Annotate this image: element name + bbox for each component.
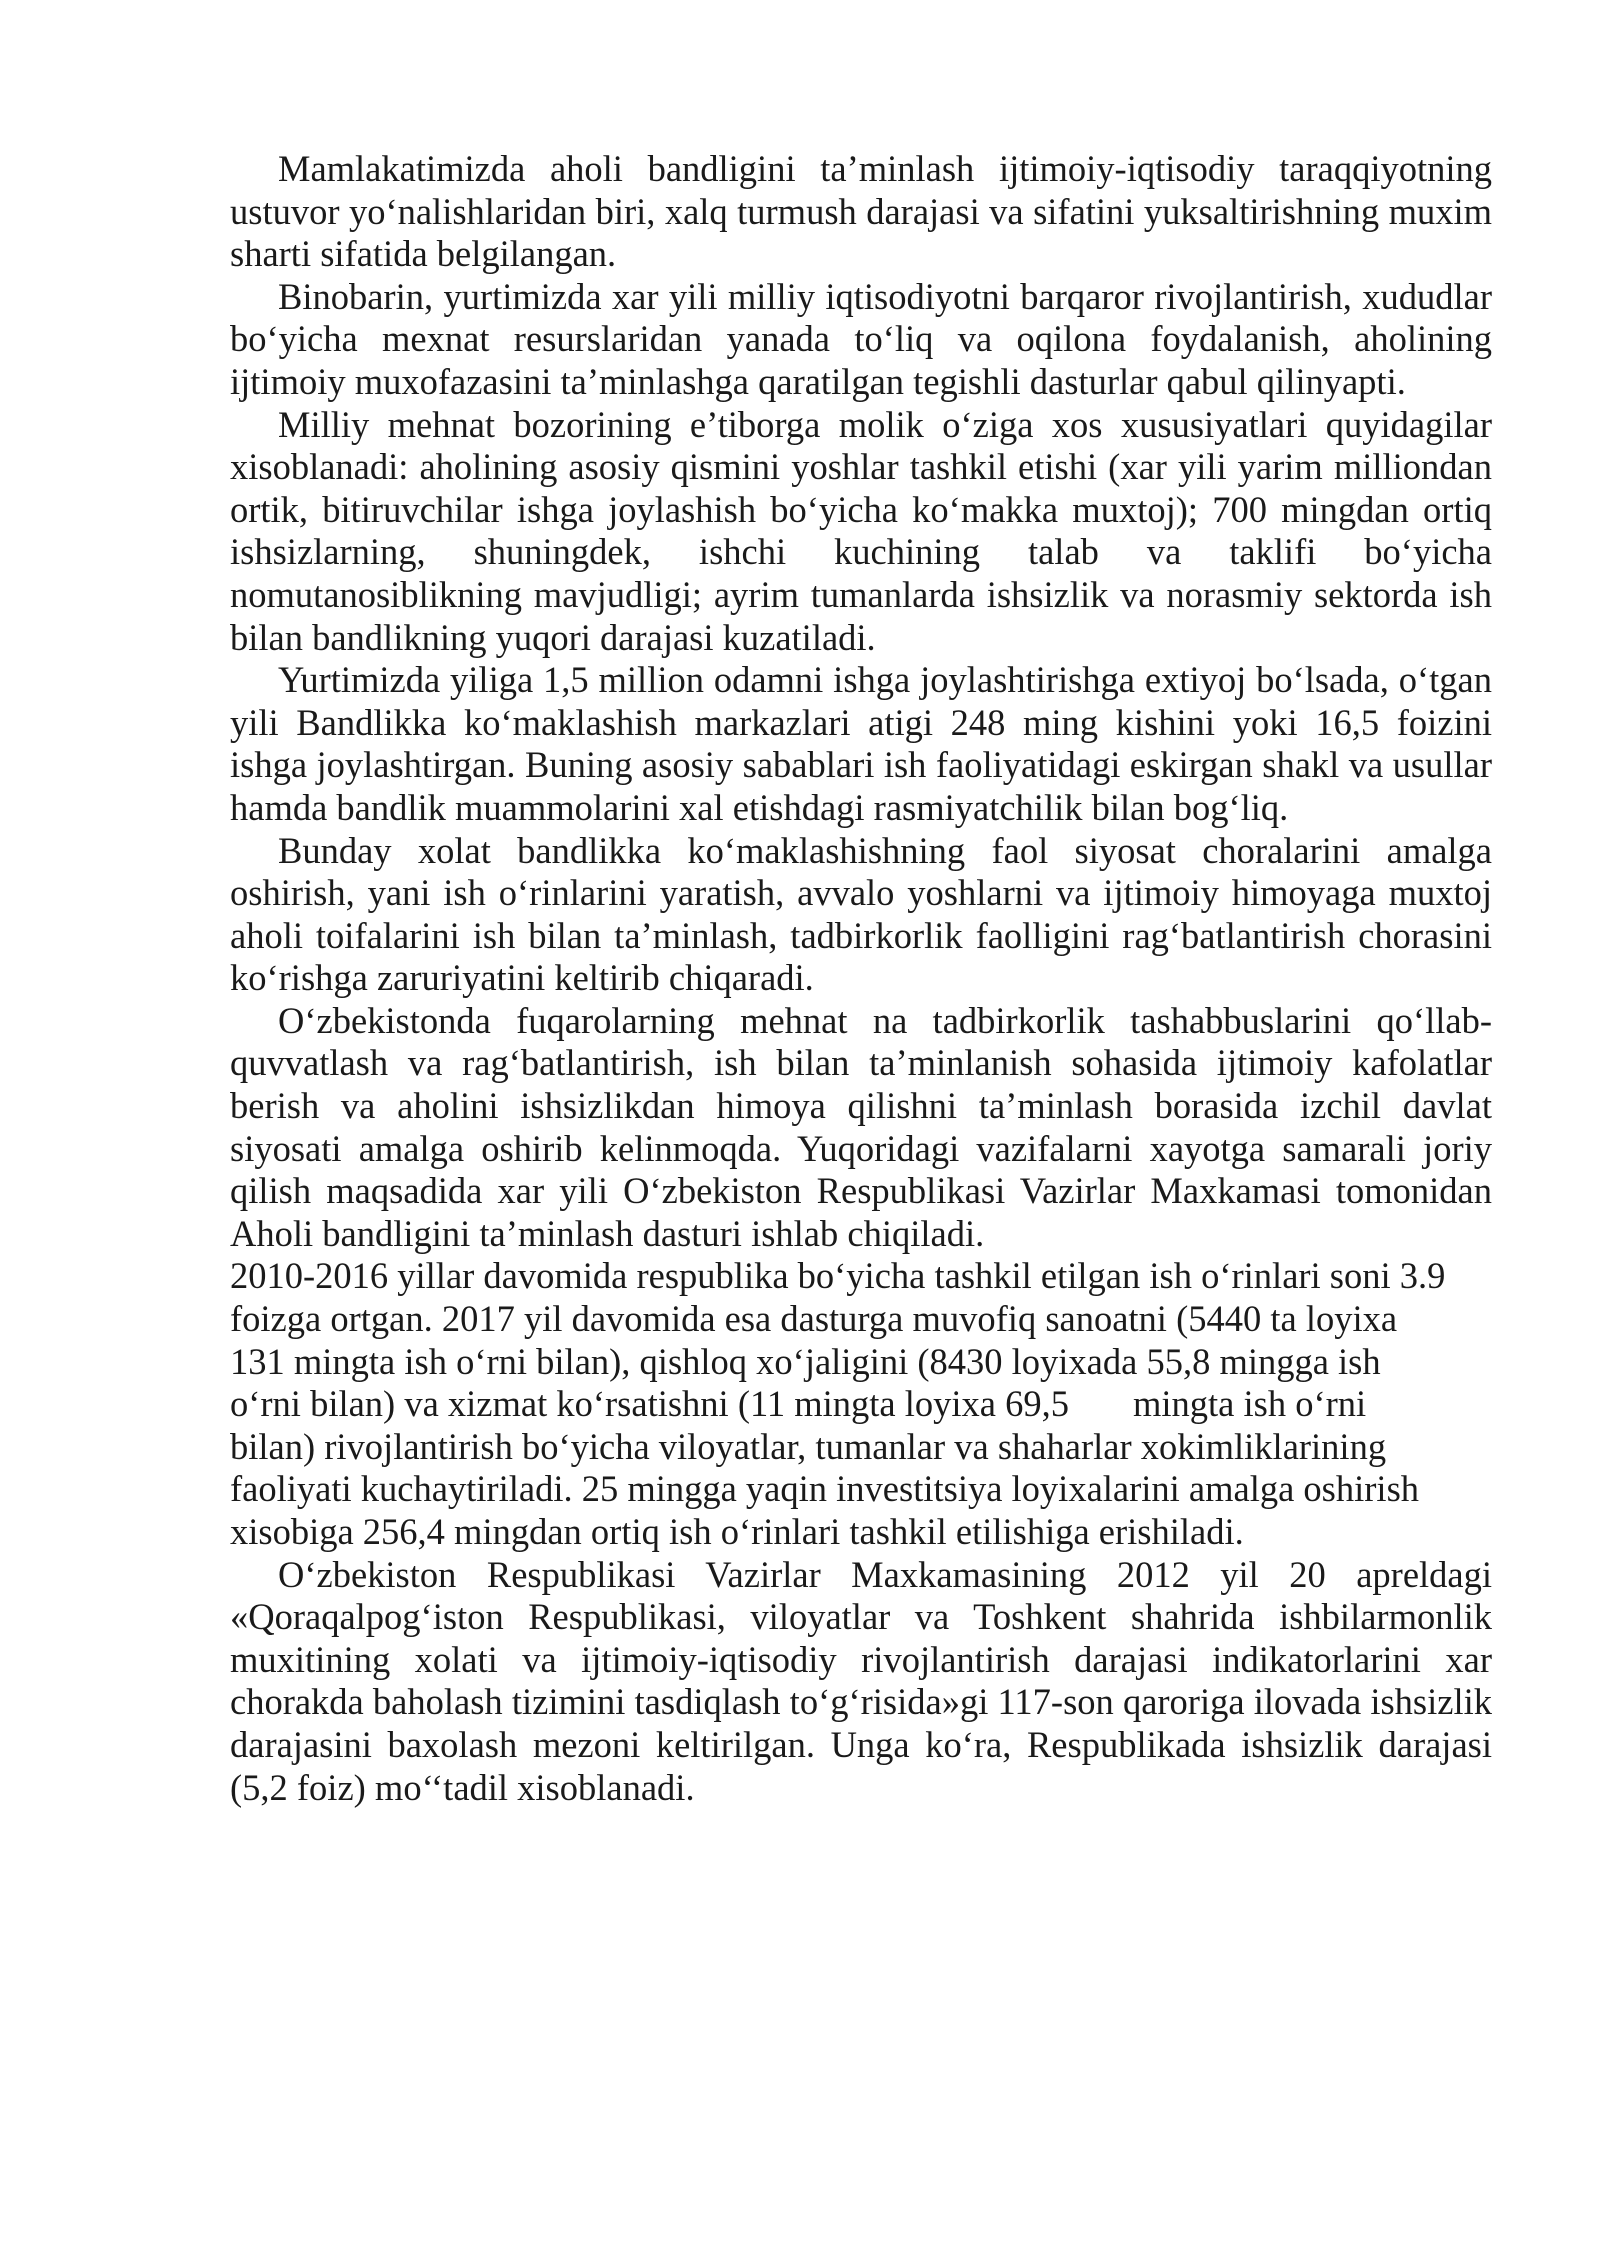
- paragraph-7-line-5: bilan) rivojlantirish bo‘yicha viloyatlar, tumanlar va shaharlar xokimliklarining: [230, 1425, 1387, 1467]
- paragraph-8: O‘zbekiston Respublikasi Vazirlar Maxkamasining 2012 yil 20 apreldagi «Qoraqalpog‘iston Respublikasi, viloyatlar va Toshkent shahrida ishbilarmonlik muxitining xolati va ijtimoiy-iqtisodiy rivojlantirish darajasi indikatorlarini xar chorakda baholash tizimini tasdiqlash to‘g‘risida»gi 117-son qaroriga ilovada ishsizlik darajasini baxolash mezoni keltirilgan. Unga ko‘ra, Respublikada ishsizlik darajasi (5,2 foiz) mo‘‘tadil xisoblanadi.: [230, 1553, 1492, 1808]
- paragraph-7-line-1: 2010-2016 yillar davomida respublika bo‘yicha tashkil etilgan ish o‘rinlari soni 3.9: [230, 1255, 1446, 1297]
- paragraph-2: Binobarin, yurtimizda xar yili milliy iqtisodiyotni barqaror rivojlantirish, xududlar bo‘yicha mexnat resurslaridan yanada to‘liq va oqilona foydalanish, aholining ijtimoiy muxofazasini ta’minlashga qaratilgan tegishli dasturlar qabul qilinyapti.: [230, 275, 1492, 402]
- paragraph-5: Bunday xolat bandlikka ko‘maklashishning faol siyosat choralarini amalga oshirish, yani ish o‘rinlarini yaratish, avvalo yoshlarni va ijtimoiy himoyaga muxtoj aholi toifalarini ish bilan ta’minlash, tadbirkorlik faolligini rag‘batlantirish chorasini ko‘rishga zaruriyatini keltirib chiqaradi.: [230, 829, 1492, 999]
- paragraph-7-line-2: foizga ortgan. 2017 yil davomida esa dasturga muvofiq sanoatni (5440 ta loyixa: [230, 1298, 1398, 1340]
- paragraph-7: [230, 1255, 1492, 1553]
- paragraph-7-line-4b: mingta ish o‘rni: [1132, 1383, 1367, 1425]
- paragraph-3: Milliy mehnat bozorining e’tiborga molik o‘ziga xos xususiyatlari quyidagilar xisoblanadi: aholining asosiy qismini yoshlar tashkil etishi (xar yili yarim milliondan ortik, bitiruvchilar ishga joylashish bo‘yicha ko‘makka muxtoj); 700 mingdan ortiq ishsizlarning, shuningdek, ishchi kuchining talab va taklifi bo‘yicha nomutanosiblikning mavjudligi; ayrim tumanlarda ishsizlik va norasmiy sektorda ish bilan bandlikning yuqori darajasi kuzatiladi.: [230, 403, 1492, 658]
- paragraph-7-line-6: faoliyati kuchaytiriladi. 25 mingga yaqin investitsiya loyixalarini amalga oshirish: [230, 1468, 1420, 1510]
- paragraph-7-line-4a: o‘rni bilan) va xizmat ko‘rsatishni (11 mingta loyixa 69,5: [230, 1383, 1069, 1425]
- paragraph-7-line-7: xisobiga 256,4 mingdan ortiq ish o‘rinlari tashkil etilishiga erishiladi.: [230, 1511, 1244, 1552]
- paragraph-1: Mamlakatimizda aholi bandligini ta’minlash ijtimoiy-iqtisodiy taraqqiyotning ustuvor yo‘nalishlaridan biri, xalq turmush darajasi va sifatini yuksaltirishning muxim sharti sifatida belgilangan.: [230, 148, 1492, 275]
- paragraph-7-line-3: 131 mingta ish o‘rni bilan), qishloq xo‘jaligini (8430 loyixada 55,8 mingga ish: [230, 1340, 1381, 1382]
- paragraph-6: O‘zbekistonda fuqarolarning mehnat na tadbirkorlik tashabbuslarini qo‘llab-quvvatlash va rag‘batlantirish, ish bilan ta’minlanish sohasida ijtimoiy kafolatlar berish va aholini ishsizlikdan himoya qilishni ta’minlash borasida izchil davlat siyosati amalga oshirib kelinmoqda. Yuqoridagi vazifalarni xayotga samarali joriy qilish maqsadida xar yili O‘zbekiston Respublikasi Vazirlar Maxkamasi tomonidan Aholi bandligini ta’minlash dasturi ishlab chiqiladi.: [230, 999, 1492, 1254]
- paragraph-4: Yurtimizda yiliga 1,5 million odamni ishga joylashtirishga extiyoj bo‘lsada, o‘tgan yili Bandlikka ko‘maklashish markazlari atigi 248 ming kishini yoki 16,5 foizini ishga joylashtirgan. Buning asosiy sabablari ish faoliyatidagi eskirgan shakl va usullar hamda bandlik muammolarini xal etishdagi rasmiyatchilik bilan bog‘liq.: [230, 659, 1492, 828]
- document-page: [230, 148, 1492, 1809]
